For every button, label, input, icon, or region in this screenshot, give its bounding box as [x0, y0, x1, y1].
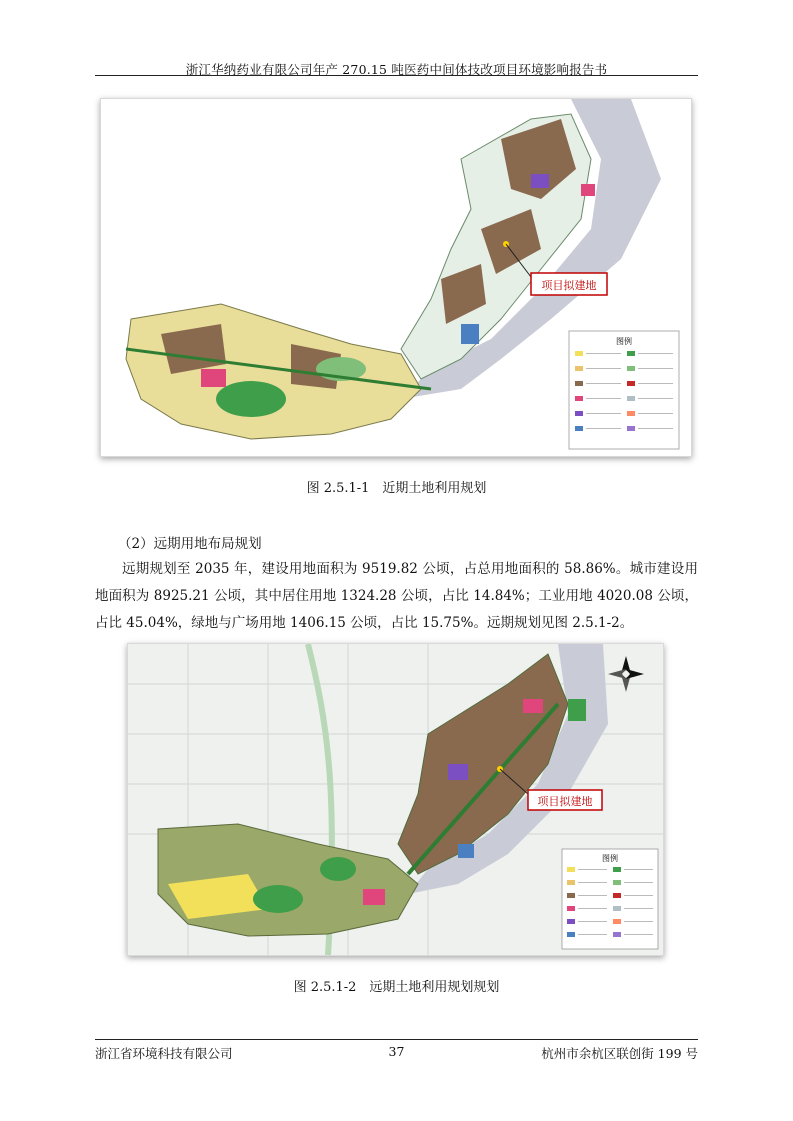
special-zone [448, 764, 468, 780]
footer-rule [95, 1039, 698, 1040]
legend-swatch [627, 381, 635, 386]
utility-zone [458, 844, 474, 858]
legend-swatch [567, 906, 575, 911]
legend-swatch [575, 426, 583, 431]
legend-swatch [613, 906, 621, 911]
project-label: 项目拟建地 [541, 279, 597, 292]
legend-swatch [613, 880, 621, 885]
legend-title: 图例 [602, 854, 618, 863]
figure-long-term-land-use-map [127, 643, 664, 956]
footer-address: 杭州市余杭区联创街 199 号 [541, 1046, 698, 1061]
legend-swatch [575, 366, 583, 371]
legend-swatch [567, 893, 575, 898]
figure1-caption: 图 2.5.1-1 近期土地利用规划 [306, 481, 487, 496]
legend-swatch [575, 411, 583, 416]
green-space [216, 381, 286, 417]
footer-company: 浙江省环境科技有限公司 [95, 1046, 233, 1061]
utility-zone [461, 324, 479, 344]
footer-page-number: 37 [388, 1044, 405, 1059]
project-label: 项目拟建地 [537, 795, 593, 808]
green-space [253, 885, 303, 913]
green-space [320, 857, 356, 881]
commercial-zone [523, 699, 543, 713]
legend-swatch [567, 932, 575, 937]
land-use-map-2 [128, 644, 663, 955]
commercial-zone [201, 369, 226, 387]
section-paragraph: 远期规划至 2035 年，建设用地面积为 9519.82 公顷，占总用地面积的 58.86%。城市建设用地面积为 8925.21 公顷，其中居住用地 1324.28 公顷，占比 14.84%；工业用地 4020.08 公顷，占比 45.04%，绿地与广场用地 1406.15 公顷，占比 15.75%。远期规划见图 2.5.1-2。 [95, 561, 698, 631]
legend-swatch [575, 396, 583, 401]
legend-swatch [575, 381, 583, 386]
legend-swatch [613, 867, 621, 872]
figure-near-term-land-use-map [100, 98, 692, 457]
legend-swatch [627, 411, 635, 416]
section-heading: （2）远期用地布局规划 [118, 536, 262, 552]
map-legend [569, 331, 679, 449]
legend-swatch [613, 919, 621, 924]
legend-swatch [613, 932, 621, 937]
legend-swatch [627, 366, 635, 371]
legend-swatch [627, 396, 635, 401]
legend-swatch [567, 867, 575, 872]
legend-swatch [627, 426, 635, 431]
land-use-map-1 [101, 99, 691, 456]
legend-swatch [627, 351, 635, 356]
legend-swatch [567, 880, 575, 885]
commercial-zone [363, 889, 385, 905]
legend-title: 图例 [616, 337, 632, 346]
page-header-title: 浙江华纳药业有限公司年产 270.15 吨医药中间体技改项目环境影响报告书 [185, 62, 608, 77]
legend-swatch [613, 893, 621, 898]
commercial-zone [581, 184, 595, 196]
green-space [568, 699, 586, 721]
header-rule [95, 75, 698, 76]
special-zone [531, 174, 549, 188]
legend-swatch [567, 919, 575, 924]
figure2-caption: 图 2.5.1-2 远期土地利用规划规划 [293, 980, 500, 995]
legend-swatch [575, 351, 583, 356]
